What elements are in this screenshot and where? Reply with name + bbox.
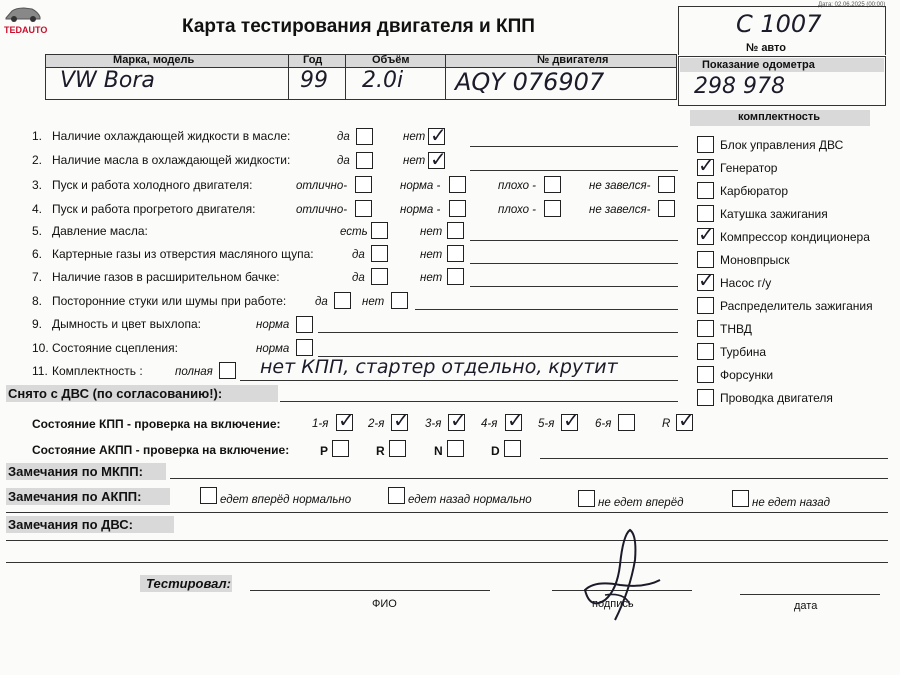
car-number-value: С 1007 [736,10,822,38]
akpp-back-ok-label: едет назад нормально [408,494,532,506]
q3-num: 3. [32,178,43,192]
gear-4-label: 4-я [481,418,498,430]
q5-exists-checkbox[interactable] [371,222,388,239]
gear-2-label: 2-я [368,418,385,430]
make-value: VW Bora [60,68,155,93]
gear-r-label: R [662,418,671,430]
component-6-label: Моновпрыск [720,253,790,267]
q11-full-checkbox[interactable] [219,362,236,379]
q3-bad-checkbox[interactable] [544,176,561,193]
q4-excellent-label: отлично- [296,204,348,216]
engine-label: № двигателя [537,54,609,66]
q11-num: 11. [32,364,48,378]
odometer-box [678,56,886,106]
q7-yes-checkbox[interactable] [371,268,388,285]
component-4-checkbox[interactable] [697,205,714,222]
component-12-label: Проводка двигателя [720,391,833,405]
component-3-checkbox[interactable] [697,182,714,199]
q3-nostart-label: не завелся- [589,180,651,192]
q10-num: 10. [32,341,49,355]
q1-no-label: нет [403,131,426,143]
q3-normal-checkbox[interactable] [449,176,466,193]
odometer-value: 298 978 [694,74,785,99]
q3-text: Пуск и работа холодного двигателя: [52,178,253,192]
q4-num: 4. [32,202,43,216]
q2-yes-checkbox[interactable] [356,152,373,169]
q3-normal-label: норма - [400,180,441,192]
component-8-label: Распределитель зажигания [720,299,873,313]
q6-yes-label: да [352,249,365,261]
remarks-dvs-label: Замечания по ДВС: [8,517,133,532]
year-value: 99 [300,68,328,93]
q10-norma-label: норма [256,343,290,355]
gear-5-check-icon: ✓ [563,408,580,432]
akpp-fwd-ok-checkbox[interactable] [200,487,217,504]
q6-yes-checkbox[interactable] [371,245,388,262]
engine-value: AQY 076907 [455,68,605,96]
q7-text: Наличие газов в расширительном бачке: [52,270,280,284]
remarks-mkpp-label: Замечания по МКПП: [8,464,143,479]
q3-nostart-checkbox[interactable] [658,176,675,193]
q5-no-label: нет [420,226,443,238]
gear-6-checkbox[interactable] [618,414,635,431]
gear-3-label: 3-я [425,418,442,430]
q1-yes-label: да [337,131,350,143]
sig-sign-label: подпись [592,598,634,610]
q9-text: Дымность и цвет выхлопа: [52,317,201,331]
gear-5-label: 5-я [538,418,555,430]
volume-value: 2.0i [362,68,404,93]
component-6-checkbox[interactable] [697,251,714,268]
akpp-no-back-checkbox[interactable] [732,490,749,507]
component-7-check-icon: ✓ [698,268,715,292]
gear-1-label: 1-я [312,418,329,430]
q4-normal-label: норма - [400,204,441,216]
q4-nostart-label: не завелся- [589,204,651,216]
q1-num: 1. [32,129,43,143]
component-7-label: Насос г/у [720,276,772,290]
component-9-label: ТНВД [720,322,752,336]
q8-text: Посторонние стуки или шумы при работе: [52,294,287,308]
logo [4,4,48,38]
completeness-header: комплектность [738,111,821,123]
q6-text: Картерные газы из отверстия масляного щупа: [52,247,314,261]
logo-text: TEDAUTO [4,25,48,35]
sig-fio-label: ФИО [372,598,397,610]
component-10-checkbox[interactable] [697,343,714,360]
q11-full-label: полная [175,366,213,378]
q8-no-checkbox[interactable] [391,292,408,309]
q2-num: 2. [32,153,43,167]
q4-excellent-checkbox[interactable] [355,200,372,217]
component-1-label: Блок управления ДВС [720,138,844,152]
odometer-label: Показание одометра [702,59,815,71]
component-12-checkbox[interactable] [697,389,714,406]
gear-1-check-icon: ✓ [338,408,355,432]
q7-yes-label: да [352,272,365,284]
q3-excellent-label: отлично- [296,180,348,192]
remarks-akpp-label: Замечания по АКПП: [8,489,142,504]
q5-num: 5. [32,224,43,238]
q2-no-check-icon: ✓ [430,147,447,171]
q6-num: 6. [32,247,43,261]
q6-no-label: нет [420,249,443,261]
component-5-label: Компрессор кондиционера [720,230,870,244]
sig-date-label: дата [794,600,818,612]
q11-text: Комплектность : [52,364,143,378]
q4-nostart-checkbox[interactable] [658,200,675,217]
q2-yes-label: да [337,155,350,167]
q7-no-label: нет [420,272,443,284]
q5-exists-label: есть [340,226,368,238]
completeness-note: нет КПП, стартер отдельно, крутит [260,356,618,378]
akpp-r-checkbox[interactable] [389,440,406,457]
component-2-label: Генератор [720,161,778,175]
akpp-d-checkbox[interactable] [504,440,521,457]
akpp-no-back-label: не едет назад [752,497,831,509]
q9-norma-checkbox[interactable] [296,316,313,333]
q8-no-label: нет [362,296,385,308]
gear-2-check-icon: ✓ [393,408,410,432]
akpp-back-ok-checkbox[interactable] [388,487,405,504]
removed-label: Снято с ДВС (по согласованию!): [8,386,223,401]
component-4-label: Катушка зажигания [720,207,828,221]
tested-label: Тестировал: [146,576,231,591]
date-stamp: Дата: 02.06.2025 (00:00) [818,2,886,8]
q2-no-label: нет [403,155,426,167]
q8-yes-checkbox[interactable] [334,292,351,309]
car-number-label: № авто [746,42,787,54]
akpp-no-fwd-checkbox[interactable] [578,490,595,507]
car-logo-icon [4,4,42,24]
q4-bad-label: плохо - [498,204,536,216]
component-3-label: Карбюратор [720,184,789,198]
akpp-fwd-ok-label: едет вперёд нормально [220,494,352,506]
component-11-label: Форсунки [720,368,774,382]
q4-bad-checkbox[interactable] [544,200,561,217]
component-1-checkbox[interactable] [697,136,714,153]
q9-num: 9. [32,317,43,331]
q5-text: Давление масла: [52,224,148,238]
year-label: Год [303,54,323,66]
q4-text: Пуск и работа прогретого двигателя: [52,202,256,216]
akpp-d-label: D [491,444,500,458]
component-2-check-icon: ✓ [698,153,715,177]
q1-yes-checkbox[interactable] [356,128,373,145]
q8-num: 8. [32,294,43,308]
q2-text: Наличие масла в охлаждающей жидкости: [52,153,291,167]
q1-no-check-icon: ✓ [430,123,447,147]
q9-norma-label: норма [256,319,290,331]
akpp-r-label: R [376,444,385,458]
q1-text: Наличие охлаждающей жидкости в масле: [52,129,291,143]
kpp-label: Состояние КПП - проверка на включение: [32,417,281,431]
q3-excellent-checkbox[interactable] [355,176,372,193]
akpp-p-label: P [320,444,329,458]
akpp-no-fwd-label: не едет вперёд [598,497,684,509]
volume-label: Объём [372,54,410,66]
q10-norma-checkbox[interactable] [296,339,313,356]
component-8-checkbox[interactable] [697,297,714,314]
q7-num: 7. [32,270,43,284]
akpp-n-checkbox[interactable] [447,440,464,457]
q6-no-checkbox[interactable] [447,245,464,262]
akpp-p-checkbox[interactable] [332,440,349,457]
signature-image [575,520,665,630]
gear-3-check-icon: ✓ [450,408,467,432]
component-10-label: Турбина [720,345,767,359]
component-5-check-icon: ✓ [698,222,715,246]
page-title: Карта тестирования двигателя и КПП [182,16,535,37]
akpp-n-label: N [434,444,443,458]
q10-text: Состояние сцепления: [52,341,178,355]
gear-4-check-icon: ✓ [507,408,524,432]
gear-r-check-icon: ✓ [678,408,695,432]
make-label: Марка, модель [113,54,195,66]
q7-no-checkbox[interactable] [447,268,464,285]
q3-bad-label: плохо - [498,180,536,192]
q8-yes-label: да [315,296,328,308]
component-9-checkbox[interactable] [697,320,714,337]
akpp-label: Состояние АКПП - проверка на включение: [32,443,290,457]
q4-normal-checkbox[interactable] [449,200,466,217]
q5-no-checkbox[interactable] [447,222,464,239]
component-11-checkbox[interactable] [697,366,714,383]
gear-6-label: 6-я [595,418,612,430]
